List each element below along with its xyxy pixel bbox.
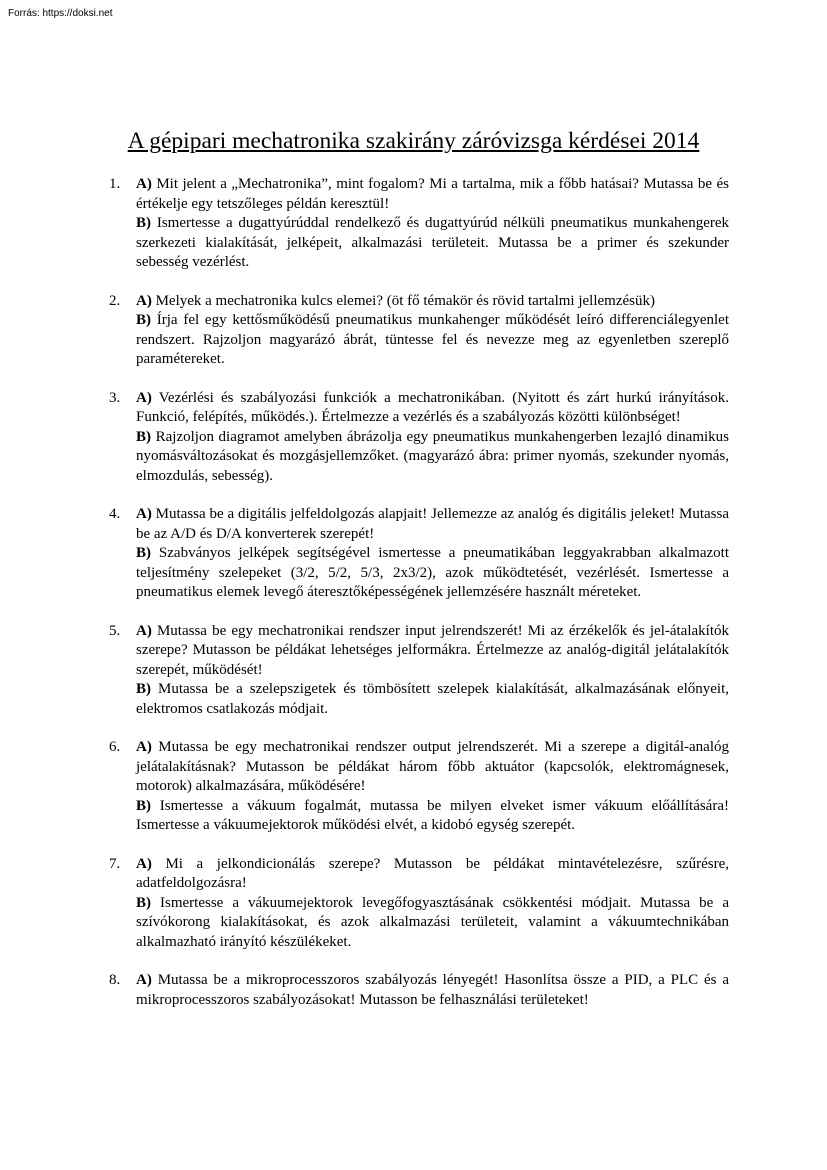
question-item — [109, 622, 729, 720]
part-b-text: Ismertesse a vákuum fogalmát, mutassa be milyen elveket ismer vákuum előállítására! Ismertesse a vákuumejektorok működési elvét, a kidobó egység szerepét. — [136, 797, 729, 833]
page-title: A gépipari mechatronika szakirány záróvizsga kérdései 2014 — [127, 128, 700, 154]
question-number: 7. — [109, 855, 121, 872]
question-number: 6. — [109, 739, 121, 755]
part-a-text: Mi a jelkondicionálás szerepe? Mutasson be példákat mintavételezésre, szűrésre, adatfeldolgozásra! — [136, 855, 730, 891]
part-a-label: A) — [136, 972, 152, 988]
question-number: 3. — [109, 389, 121, 406]
question-number: 8. — [109, 972, 121, 988]
part-b-text: Ismertesse a vákuumejektorok levegőfogyasztásának csökkentési módjait. Mutassa be a szívókorong kialakításokat, és azok alkalmazási területeit, valamint a vákuumtechnikában alkalmazható irányító készülékeket. — [136, 894, 730, 950]
part-a-label: A) — [136, 176, 152, 192]
question-part-b — [136, 797, 729, 836]
question-part-a — [136, 622, 729, 681]
question-item — [109, 175, 729, 273]
part-b-label: B) — [136, 215, 151, 231]
question-number: 5. — [109, 622, 121, 639]
part-b-label: B) — [136, 312, 151, 328]
part-a-label: A) — [136, 506, 152, 522]
part-a-text: Mutassa be egy mechatronikai rendszer output jelrendszerét. Mi a szerepe a digitál-analóg jelátalakításnak? Mutasson be példákat három főbb aktuátor (kapcsolók, elektromágnesek, motorok) alkalmazására, működésére! — [136, 739, 730, 794]
part-a-label: A) — [136, 292, 152, 309]
part-b-text: Rajzoljon diagramot amelyben ábrázolja egy pneumatikus munkahengerben lezajló dinamikus nyomásváltozásokat és mozgásjellemzőket. (magyarázó ábra: primer nyomás, szekunder nyomás, elmozdulás, sebesség). — [136, 428, 730, 484]
question-part-a — [136, 505, 729, 544]
part-a-label: A) — [136, 855, 152, 872]
part-a-text: Mutassa be a digitális jelfeldolgozás alapjait! Jellemezze az analóg és digitális jeleket! Mutassa be az A/D és D/A konverterek szerepét! — [136, 506, 730, 542]
part-a-label: A) — [136, 622, 152, 639]
part-a-text: Mutassa be egy mechatronikai rendszer input jelrendszerét! Mi az érzékelők és jel-átalakítók szerepe? Mutasson be példákat lehetséges jelformákra. Értelmezze az analóg-digitál jelátalakítók szerepét, működését! — [136, 622, 729, 678]
question-part-a — [136, 738, 729, 797]
question-part-a — [136, 292, 729, 312]
part-b-text: Mutassa be a szelepszigetek és tömbösített szelepek kialakítását, alkalmazásának előnyeit, elektromos csatlakozás módjait. — [136, 681, 730, 717]
part-a-text: Mit jelent a „Mechatronika”, mint fogalom? Mi a tartalma, mik a főbb hatásai? Mutassa be és értékelje egy tetszőleges példán keresztül! — [136, 176, 730, 212]
question-part-b — [136, 680, 729, 719]
question-part-b — [136, 311, 729, 370]
question-item — [109, 971, 729, 1010]
part-b-text: Ismertesse a dugattyúrúddal rendelkező és dugattyúrúd nélküli pneumatikus munkahengerek szerkezeti kialakítását, jelképeit, alkalmazási területeit. Mutassa be a primer és szekunder sebesség vezérlést. — [136, 215, 730, 270]
question-part-b — [136, 428, 729, 487]
question-number: 1. — [109, 176, 121, 192]
part-a-label: A) — [136, 739, 152, 755]
part-a-text: Mutassa be a mikroprocesszoros szabályozás lényegét! Hasonlítsa össze a PID, a PLC és a mikroprocesszoros szabályozásokat! Mutasson be felhasználási területeket! — [136, 972, 730, 1008]
question-number: 2. — [109, 292, 121, 309]
part-a-label: A) — [136, 389, 152, 406]
part-b-label: B) — [136, 894, 151, 911]
question-part-a — [136, 389, 729, 428]
part-b-label: B) — [136, 681, 151, 697]
question-item — [109, 292, 729, 370]
part-b-label: B) — [136, 545, 151, 561]
question-item — [109, 389, 729, 487]
question-part-a — [136, 175, 729, 214]
part-a-text: Melyek a mechatronika kulcs elemei? (öt fő témakör és rövid tartalmi jellemzésük) — [155, 292, 655, 309]
question-part-a — [136, 855, 729, 894]
part-b-label: B) — [136, 797, 151, 814]
question-part-a — [136, 971, 729, 1010]
part-a-text: Vezérlési és szabályozási funkciók a mechatronikában. (Nyitott és zárt hurkú irányítások. Funkció, felépítés, működés.). Értelmezze a vezérlés és a szabályozás közötti különbséget! — [136, 389, 729, 425]
part-b-text: Szabványos jelképek segítségével ismertesse a pneumatikában leggyakrabban alkalmazott teljesítmény szelepeket (3/2, 5/2, 5/3, 2x3/2), azok működtetését, vezérlését. Ismertesse a pneumatikus elemek levegő áteresztőképességének jellemzésére használt méreteket. — [136, 545, 729, 600]
question-part-b — [136, 894, 729, 953]
question-part-b — [136, 544, 729, 603]
part-b-text: Írja fel egy kettősműködésű pneumatikus munkahenger működését leíró differenciálegyenlet rendszert. Rajzoljon magyarázó ábrát, tüntesse fel és nevezze meg az egyenletben szereplő paramétereket. — [136, 312, 730, 367]
part-b-label: B) — [136, 428, 151, 445]
question-item — [109, 855, 729, 953]
source-label: Forrás: https://doksi.net — [8, 8, 113, 19]
question-part-b — [136, 214, 729, 273]
question-number: 4. — [109, 506, 121, 522]
question-item — [109, 505, 729, 603]
question-list — [109, 175, 729, 1029]
question-item — [109, 738, 729, 836]
